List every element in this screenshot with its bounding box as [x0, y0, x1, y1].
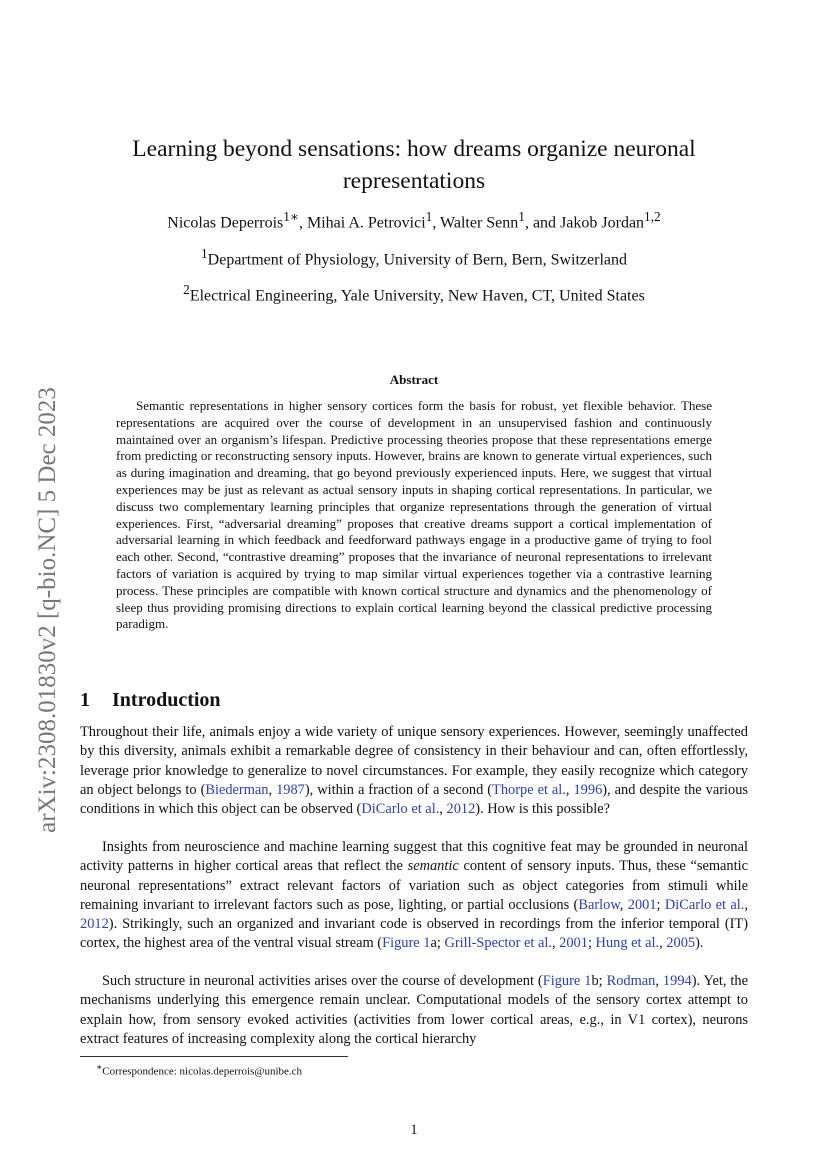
- paper-title: [80, 133, 748, 197]
- footnote-rule: [80, 1056, 348, 1057]
- citation-link[interactable]: 2001: [559, 935, 588, 952]
- author-name: Nicolas Deperrois: [167, 214, 284, 232]
- text-run: ,: [551, 935, 560, 952]
- text-run: ;: [656, 896, 665, 913]
- text-run: ), within a fraction of a second (: [304, 781, 493, 798]
- text-run: ,: [268, 781, 277, 798]
- arxiv-side-label: [33, 352, 63, 867]
- affiliation-2: [80, 282, 748, 305]
- text-run: a;: [430, 935, 445, 952]
- citation-link[interactable]: Biederman: [205, 781, 269, 798]
- text-run: ). How is this possible?: [475, 801, 610, 818]
- text-run: ,: [439, 801, 447, 818]
- citation-link[interactable]: Rodman: [606, 973, 656, 989]
- author-name: Walter Senn: [440, 214, 519, 232]
- title-line-2: representations: [342, 168, 486, 194]
- affiliation-1: [80, 246, 748, 269]
- text-run: ), and despite the various conditions in which this object can be observed (: [80, 781, 749, 818]
- citation-link[interactable]: DiCarlo et al.: [361, 801, 440, 818]
- affiliation-text: Electrical Engineering, Yale University, New Haven, CT, United States: [189, 287, 645, 305]
- text-run: ). Yet, the mechanisms underlying this emergence remain unclear. Computational models of the sensory cortex attempt to explain how, from sensory evoked activities (activities from lower cortical areas, e.g., in V1 cortex), neurons extract features of increasing complexity along the cortical hierarchy: [80, 973, 748, 1047]
- citation-link[interactable]: Hung et al.: [595, 935, 660, 952]
- footnote-mark: ∗: [96, 1062, 103, 1072]
- citation-link[interactable]: 1996: [573, 781, 603, 798]
- author-affiliation-mark: 1,2: [644, 209, 661, 224]
- author-separator: ,: [298, 214, 307, 232]
- citation-link[interactable]: 2001: [627, 896, 657, 913]
- author-separator: ,: [432, 214, 441, 232]
- text-run: ,: [565, 781, 574, 798]
- citation-link[interactable]: Grill-Spector et al.: [444, 935, 552, 952]
- text-run: ,: [655, 973, 663, 989]
- text-run: ). Strikingly, such an organized and invariant code is observed in recordings from the inferior temporal (IT) cortex, the highest area of the ventral visual stream (: [80, 916, 748, 952]
- affiliation-mark: 1: [201, 246, 208, 261]
- affiliation-text: Department of Physiology, University of Bern, Bern, Switzerland: [207, 251, 627, 269]
- footnote-text: Correspondence: nicolas.deperrois@unibe.ch: [102, 1065, 303, 1078]
- text-run: ).: [695, 935, 704, 952]
- emphasis-text: semantic: [407, 858, 459, 875]
- paragraph-2: [80, 838, 748, 954]
- text-run: ,: [619, 896, 628, 913]
- citation-link[interactable]: 2005: [666, 935, 696, 952]
- paragraph-1: [80, 723, 748, 819]
- abstract-heading: Abstract: [389, 372, 439, 387]
- citation-link[interactable]: Figure 1: [542, 973, 592, 989]
- section-number: 1: [80, 689, 90, 711]
- citation-link[interactable]: DiCarlo et al.: [664, 896, 745, 913]
- author-affiliation-mark: 1: [425, 209, 433, 224]
- text-run: ,: [659, 935, 667, 952]
- author-affiliation-mark: 1∗: [283, 209, 299, 224]
- author-name: Mihai A. Petrovici: [306, 214, 426, 232]
- abstract-body: Semantic representations in higher sensory cortices form the basis for robust, yet flexible behavior. These representations are acquired over the course of development in an unsupervised fashion and continuously maintained over an organism’s lifespan. Predictive processing theories propose that these representations emerge from predicting or reconstructing sensory inputs. However, brains are known to generate virtual experiences, such as during imagination and dreaming, that go beyond previously experienced inputs. Here, we suggest that virtual experiences may be just as relevant as actual sensory inputs in shaping cortical representations. In particular, we discuss two complementary learning principles that organize representations through the generation of virtual experiences. First, “adversarial dreaming” proposes that creative dreams support a cortical implementation of adversarial learning in which feedback and feedforward pathways engage in a productive game of trying to fool each other. Second, “contrastive dreaming” proposes that the invariance of neuronal representations to irrelevant factors of variation is acquired by trying to map similar virtual experiences together via a contrastive learning process. These principles are compatible with known cortical structure and dynamics and the phenomenology of sleep thus providing promising directions to explain cortical learning beyond the classical predictive processing paradigm.: [116, 398, 712, 632]
- affiliation-mark: 2: [183, 282, 190, 297]
- author-list: [80, 209, 748, 232]
- text-run: content of sensory inputs. Thus, these “semantic neuronal representations” extract relevant factors of variation such as object categories from stimuli while remaining invariant to irrelevant factors such as pose, lighting, or partial occlusions (: [80, 858, 748, 913]
- citation-link[interactable]: Thorpe et al.: [492, 781, 566, 798]
- section-title: Introduction: [112, 689, 221, 711]
- citation-link[interactable]: 2012: [80, 916, 109, 933]
- author-name: Jakob Jordan: [560, 214, 645, 232]
- paragraph-3: [80, 972, 748, 1049]
- text-run: ,: [744, 896, 748, 913]
- text-run: Throughout their life, animals enjoy a wide variety of unique sensory experiences. However, seemingly unaffected by this diversity, animals exhibit a remarkable degree of consistency in their behaviour and can, often effortlessly, leverage prior knowledge to generalize to novel circumstances. For example, they easily recognize which category an object belongs to (: [80, 724, 748, 798]
- text-run: b;: [591, 973, 607, 989]
- footnote: [96, 1062, 302, 1078]
- arxiv-identifier: arXiv:2308.01830v2 [q-bio.NC] 5 Dec 2023: [34, 386, 61, 833]
- citation-link[interactable]: 2012: [446, 801, 476, 818]
- citation-link[interactable]: 1994: [662, 973, 692, 989]
- author-affiliation-mark: 1: [518, 209, 525, 224]
- text-run: Such structure in neuronal activities arises over the course of development (: [102, 973, 543, 989]
- text-run: Insights from neuroscience and machine learning suggest that this cognitive feat may be grounded in neuronal activity patterns in higher cortical areas that reflect the: [80, 839, 748, 875]
- citation-link[interactable]: Figure 1: [382, 935, 431, 952]
- page-number: 1: [410, 1122, 418, 1138]
- text-run: ;: [587, 935, 596, 952]
- title-line-1: Learning beyond sensations: how dreams organize neuronal: [132, 136, 696, 162]
- author-separator: , and: [524, 214, 561, 232]
- citation-link[interactable]: 1987: [276, 781, 305, 798]
- citation-link[interactable]: Barlow: [578, 896, 620, 913]
